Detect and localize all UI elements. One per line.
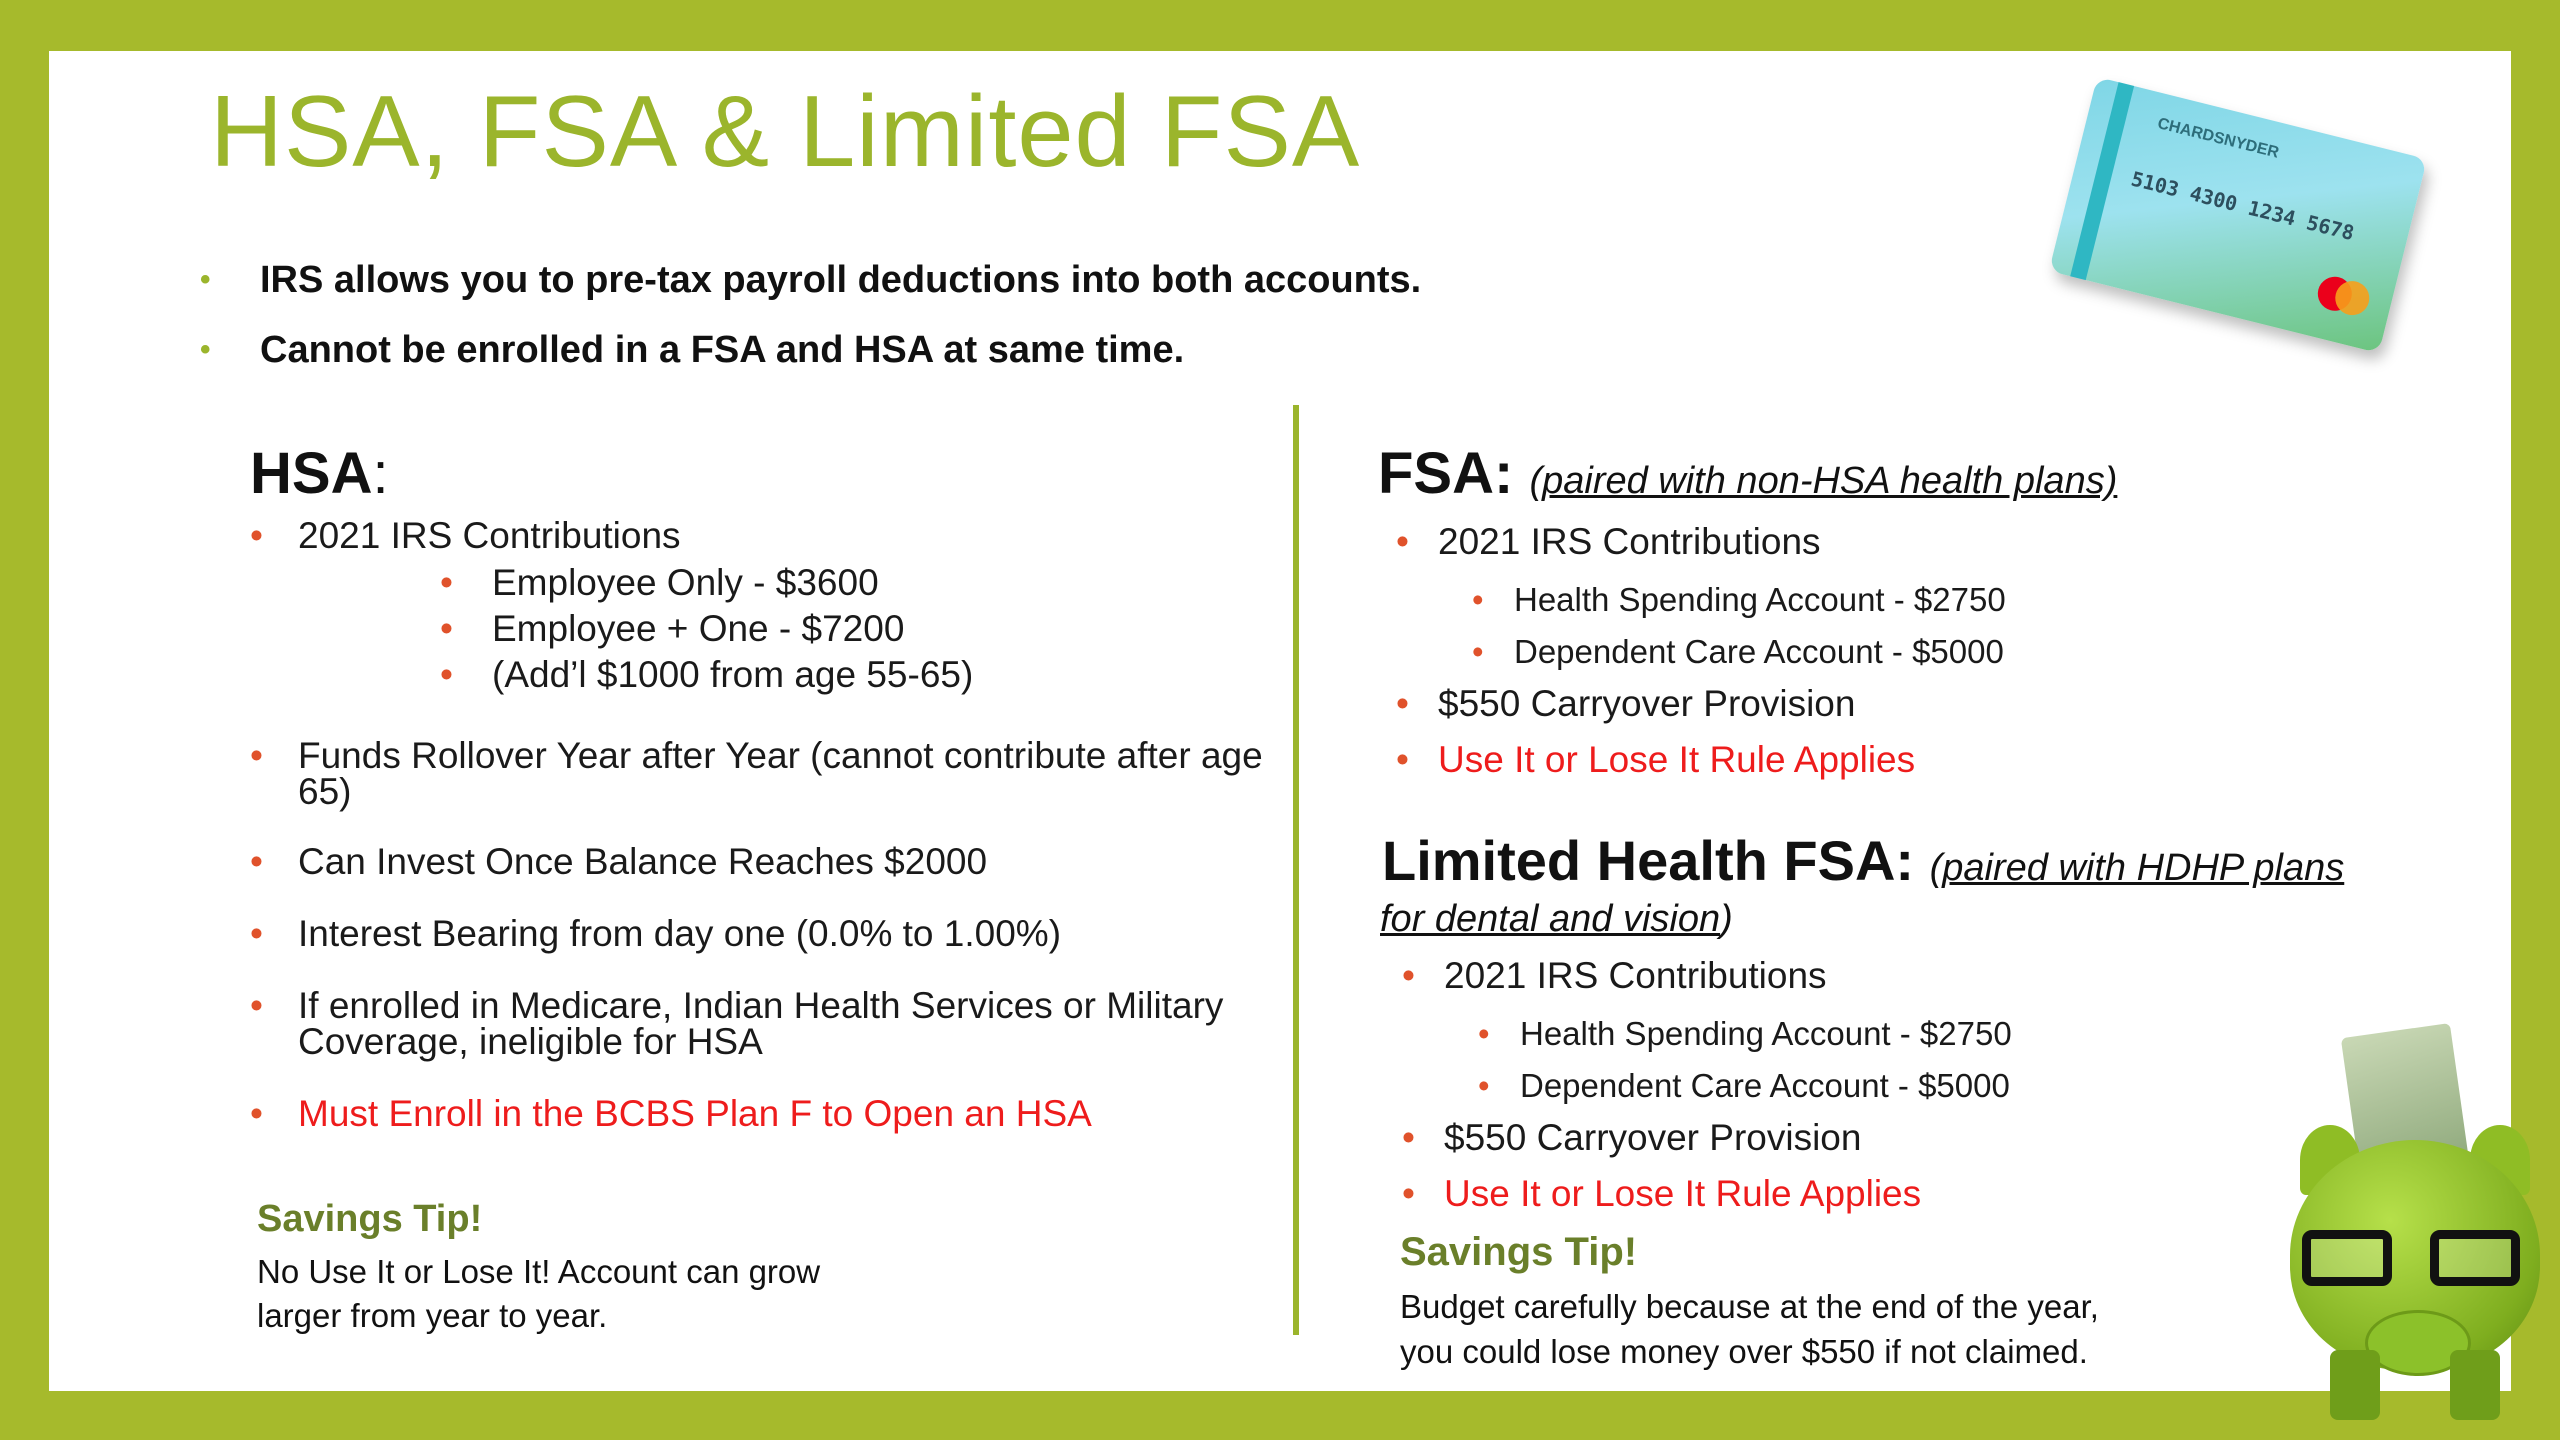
list-item: • Must Enroll in the BCBS Plan F to Open an HSA [250, 1093, 1092, 1134]
list-item: • Use It or Lose It Rule Applies [1402, 1166, 1921, 1222]
bullet-icon: • [440, 654, 453, 695]
list-item: • Employee + One - $7200 [440, 606, 973, 652]
list-item: • Interest Bearing from day one (0.0% to 1.00%) [250, 913, 1062, 954]
fsa-contrib-list [1396, 518, 1821, 566]
list-item: • Use It or Lose It Rule Applies [1396, 732, 1915, 788]
bullet-icon: • [1396, 521, 1409, 562]
bullet-icon: • [1478, 1015, 1490, 1052]
bullet-icon: • [1402, 1117, 1415, 1158]
limited-savings-tip-heading: Savings Tip! [1400, 1230, 1638, 1274]
bullet-icon: • [200, 333, 211, 366]
limited-fsa-heading: Limited Health FSA: (paired with HDHP plans [1382, 829, 2345, 892]
page-title: HSA, FSA & Limited FSA [210, 76, 1361, 188]
hsa-savings-tip-heading: Savings Tip! [257, 1198, 483, 1240]
column-divider [1293, 405, 1299, 1335]
glasses-icon [2302, 1230, 2528, 1290]
limited-savings-tip-text: Budget carefully because at the end of the year, you could lose money over $550 if not claimed. [1400, 1288, 2099, 1370]
bullet-icon: • [250, 913, 263, 954]
bullet-icon: • [250, 515, 263, 556]
list-item: Coverage, ineligible for HSA [298, 1021, 763, 1062]
hsa-savings-tip-text: No Use It or Lose It! Account can grow larger from year to year. [257, 1253, 821, 1334]
list-item: • Health Spending Account - $2750 [1472, 574, 2006, 626]
bullet-icon: • [250, 841, 263, 882]
list-item: • 2021 IRS Contributions [1396, 518, 1821, 566]
bullet-icon: • [1402, 1173, 1415, 1214]
bullet-icon: • [440, 608, 453, 649]
list-item: • (Add’l $1000 from age 55-65) [440, 652, 973, 698]
limited-fsa-subheading: for dental and vision) [1380, 898, 1733, 940]
bullet-icon: • [250, 985, 263, 1026]
bullet-icon: • [1396, 683, 1409, 724]
intro-item: • Cannot be enrolled in a FSA and HSA at same time. [200, 315, 1421, 385]
hsa-contrib-list [250, 512, 681, 560]
bullet-icon: • [200, 263, 211, 296]
bullet-icon: • [1472, 633, 1484, 670]
list-item: • Dependent Care Account - $5000 [1478, 1060, 2012, 1112]
piggy-bank-image [2280, 1030, 2560, 1440]
list-item: • Can Invest Once Balance Reaches $2000 [250, 841, 988, 882]
list-item: • Employee Only - $3600 [440, 560, 973, 606]
bullet-icon: • [1478, 1067, 1490, 1104]
list-item: • Dependent Care Account - $5000 [1472, 626, 2006, 678]
fsa-heading: FSA: (paired with non-HSA health plans) [1378, 441, 2118, 506]
limited-contrib-list [1402, 952, 1827, 1000]
bullet-icon: • [250, 735, 263, 776]
bullet-icon: • [1472, 581, 1484, 618]
bullet-icon: • [1396, 739, 1409, 780]
limited-contrib-sublist [1478, 1008, 2012, 1112]
fsa-bullets [1396, 676, 1915, 788]
intro-item: • IRS allows you to pre-tax payroll deductions into both accounts. [200, 245, 1421, 315]
intro-list [200, 245, 1421, 385]
limited-bullets [1402, 1110, 1921, 1222]
debit-card-image: CHARDSNYDER 5103 4300 1234 5678 [2049, 77, 2427, 353]
list-item: • $550 Carryover Provision [1402, 1110, 1921, 1166]
hsa-contrib-sublist [440, 560, 973, 698]
bullet-icon: • [440, 562, 453, 603]
list-item: • Funds Rollover Year after Year (cannot contribute after age [250, 735, 1263, 776]
list-item: • 2021 IRS Contributions [1402, 952, 1827, 1000]
list-item: • $550 Carryover Provision [1396, 676, 1915, 732]
list-item: • Health Spending Account - $2750 [1478, 1008, 2012, 1060]
hsa-heading: HSA: [250, 441, 389, 506]
hsa-bullets [250, 735, 1263, 1134]
list-item: • 2021 IRS Contributions [250, 512, 681, 560]
bullet-icon: • [250, 1093, 263, 1134]
bullet-icon: • [1402, 955, 1415, 996]
list-item: • If enrolled in Medicare, Indian Health Services or Military [250, 985, 1224, 1026]
list-item: 65) [298, 771, 352, 812]
fsa-contrib-sublist [1472, 574, 2006, 678]
